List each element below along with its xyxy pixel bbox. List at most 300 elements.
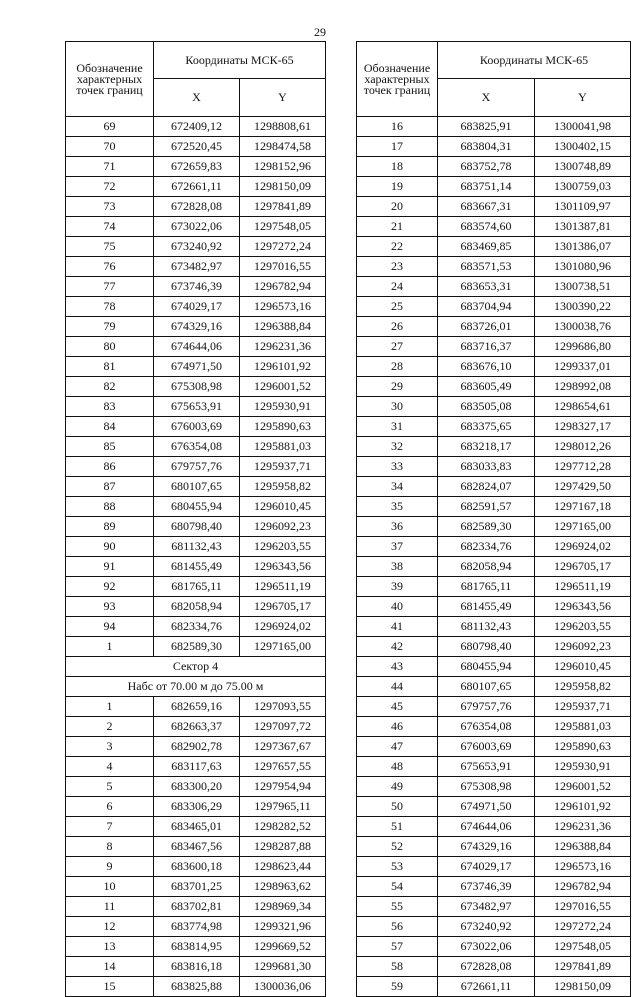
y-coordinate-cell: 1297712,28 (535, 457, 631, 477)
table-row (357, 957, 631, 977)
x-coordinate-cell: 683600,18 (154, 857, 240, 877)
y-coordinate-cell: 1301109,97 (535, 197, 631, 217)
x-coordinate-cell: 681455,49 (154, 557, 240, 577)
x-coordinate-cell: 683751,14 (438, 177, 535, 197)
point-number-cell: 34 (357, 477, 438, 497)
y-coordinate-cell: 1295958,82 (240, 477, 326, 497)
point-number-cell: 43 (357, 657, 438, 677)
y-coordinate-cell: 1297097,72 (240, 717, 326, 737)
y-coordinate-cell: 1296343,56 (240, 557, 326, 577)
y-coordinate-cell: 1298327,17 (535, 417, 631, 437)
point-number-cell: 74 (66, 217, 154, 237)
point-number-cell: 31 (357, 417, 438, 437)
table-row (357, 177, 631, 197)
y-coordinate-cell: 1297272,24 (240, 237, 326, 257)
point-number-cell: 1 (66, 697, 154, 717)
x-coordinate-cell: 680107,65 (154, 477, 240, 497)
x-coordinate-cell: 683716,37 (438, 337, 535, 357)
point-number-cell: 29 (357, 377, 438, 397)
y-coordinate-cell: 1295930,91 (240, 397, 326, 417)
y-coordinate-cell: 1295937,71 (535, 697, 631, 717)
x-coordinate-cell: 683605,49 (438, 377, 535, 397)
point-number-cell: 89 (66, 517, 154, 537)
point-number-cell: 6 (66, 797, 154, 817)
point-number-cell: 76 (66, 257, 154, 277)
table-row (66, 717, 326, 737)
table-row (66, 317, 326, 337)
table-row (66, 297, 326, 317)
y-coordinate-cell: 1299681,30 (240, 957, 326, 977)
point-number-cell: 35 (357, 497, 438, 517)
table-row (357, 257, 631, 277)
x-coordinate-cell: 675308,98 (154, 377, 240, 397)
table-row (66, 137, 326, 157)
table-row (66, 257, 326, 277)
table-row (357, 277, 631, 297)
point-number-cell: 11 (66, 897, 154, 917)
point-number-cell: 90 (66, 537, 154, 557)
x-coordinate-cell: 674329,16 (154, 317, 240, 337)
x-coordinate-cell: 681765,11 (438, 577, 535, 597)
x-coordinate-cell: 683752,78 (438, 157, 535, 177)
x-coordinate-cell: 674971,50 (438, 797, 535, 817)
table-row (66, 597, 326, 617)
x-coordinate-cell: 683574,60 (438, 217, 535, 237)
y-coordinate-cell: 1296203,55 (240, 537, 326, 557)
table-row (357, 817, 631, 837)
point-number-cell: 22 (357, 237, 438, 257)
y-coordinate-cell: 1296924,02 (535, 537, 631, 557)
x-coordinate-cell: 682058,94 (438, 557, 535, 577)
y-coordinate-cell: 1298152,96 (240, 157, 326, 177)
point-number-cell: 20 (357, 197, 438, 217)
table-row (357, 557, 631, 577)
point-number-cell: 70 (66, 137, 154, 157)
y-coordinate-cell: 1296388,84 (535, 837, 631, 857)
x-coordinate-cell: 683701,25 (154, 877, 240, 897)
point-number-cell: 36 (357, 517, 438, 537)
x-coordinate-cell: 675653,91 (438, 757, 535, 777)
y-coordinate-cell: 1296203,55 (535, 617, 631, 637)
x-coordinate-cell: 680798,40 (154, 517, 240, 537)
y-coordinate-cell: 1297965,11 (240, 797, 326, 817)
table-row (357, 937, 631, 957)
x-coordinate-cell: 682659,16 (154, 697, 240, 717)
x-coordinate-cell: 676354,08 (438, 717, 535, 737)
point-number-cell: 15 (66, 977, 154, 997)
y-coordinate-cell: 1298654,61 (535, 397, 631, 417)
x-coordinate-cell: 672661,11 (154, 177, 240, 197)
x-coordinate-cell: 672409,12 (154, 117, 240, 137)
y-coordinate-cell: 1298623,44 (240, 857, 326, 877)
table-row (66, 737, 326, 757)
table-row (66, 337, 326, 357)
point-number-cell: 40 (357, 597, 438, 617)
table-row (66, 697, 326, 717)
x-coordinate-cell: 683469,85 (438, 237, 535, 257)
point-number-cell: 44 (357, 677, 438, 697)
point-number-cell: 17 (357, 137, 438, 157)
section-row (66, 657, 326, 677)
table-row (357, 837, 631, 857)
x-coordinate-cell: 682589,30 (438, 517, 535, 537)
table-row (357, 657, 631, 677)
point-number-cell: 84 (66, 417, 154, 437)
point-number-cell: 3 (66, 737, 154, 757)
y-coordinate-cell: 1296573,16 (240, 297, 326, 317)
table-row (357, 617, 631, 637)
table-row (66, 197, 326, 217)
table-row (66, 977, 326, 997)
y-coordinate-cell: 1298282,52 (240, 817, 326, 837)
x-coordinate-cell: 683667,31 (438, 197, 535, 217)
x-coordinate-cell: 681132,43 (154, 537, 240, 557)
y-coordinate-cell: 1301387,81 (535, 217, 631, 237)
point-number-cell: 85 (66, 437, 154, 457)
point-number-cell: 7 (66, 817, 154, 837)
table-row (357, 917, 631, 937)
y-coordinate-cell: 1295881,03 (240, 437, 326, 457)
x-coordinate-cell: 672828,08 (438, 957, 535, 977)
x-coordinate-cell: 683033,83 (438, 457, 535, 477)
table-row (357, 397, 631, 417)
point-number-cell: 79 (66, 317, 154, 337)
table-row (66, 877, 326, 897)
y-coordinate-cell: 1299686,80 (535, 337, 631, 357)
table-row (66, 757, 326, 777)
x-coordinate-cell: 683726,01 (438, 317, 535, 337)
point-number-cell: 33 (357, 457, 438, 477)
x-coordinate-cell: 673482,97 (438, 897, 535, 917)
y-coordinate-cell: 1296511,19 (240, 577, 326, 597)
table-row (357, 777, 631, 797)
point-number-cell: 72 (66, 177, 154, 197)
y-coordinate-cell: 1296231,36 (535, 817, 631, 837)
point-number-cell: 52 (357, 837, 438, 857)
table-row (357, 577, 631, 597)
table-row (357, 197, 631, 217)
point-number-cell: 19 (357, 177, 438, 197)
point-number-cell: 80 (66, 337, 154, 357)
x-coordinate-cell: 675653,91 (154, 397, 240, 417)
point-number-cell: 45 (357, 697, 438, 717)
table-row (66, 797, 326, 817)
y-column-header: Y (240, 79, 326, 117)
point-number-cell: 77 (66, 277, 154, 297)
x-coordinate-cell: 674644,06 (154, 337, 240, 357)
point-number-cell: 91 (66, 557, 154, 577)
point-column-header: Обозначение характерных точек границ (357, 42, 438, 117)
point-number-cell: 16 (357, 117, 438, 137)
table-row (66, 857, 326, 877)
table-row (357, 237, 631, 257)
x-coordinate-cell: 682058,94 (154, 597, 240, 617)
x-coordinate-cell: 682902,78 (154, 737, 240, 757)
table-row (357, 757, 631, 777)
x-coordinate-cell: 681132,43 (438, 617, 535, 637)
table-row (357, 437, 631, 457)
y-coordinate-cell: 1297093,55 (240, 697, 326, 717)
y-coordinate-cell: 1296343,56 (535, 597, 631, 617)
point-number-cell: 25 (357, 297, 438, 317)
table-row (66, 177, 326, 197)
x-coordinate-cell: 683218,17 (438, 437, 535, 457)
y-coordinate-cell: 1296388,84 (240, 317, 326, 337)
point-number-cell: 58 (357, 957, 438, 977)
x-coordinate-cell: 674644,06 (438, 817, 535, 837)
x-coordinate-cell: 683774,98 (154, 917, 240, 937)
point-number-cell: 18 (357, 157, 438, 177)
x-coordinate-cell: 680798,40 (438, 637, 535, 657)
table-row (66, 417, 326, 437)
x-coordinate-cell: 683117,63 (154, 757, 240, 777)
table-row (66, 897, 326, 917)
point-number-cell: 78 (66, 297, 154, 317)
point-number-cell: 57 (357, 937, 438, 957)
point-number-cell: 38 (357, 557, 438, 577)
table-row (357, 117, 631, 137)
x-coordinate-cell: 673022,06 (154, 217, 240, 237)
x-coordinate-cell: 683704,94 (438, 297, 535, 317)
point-number-cell: 71 (66, 157, 154, 177)
y-coordinate-cell: 1298474,58 (240, 137, 326, 157)
table-row (66, 457, 326, 477)
y-coordinate-cell: 1295937,71 (240, 457, 326, 477)
y-coordinate-cell: 1299669,52 (240, 937, 326, 957)
point-number-cell: 37 (357, 537, 438, 557)
y-coordinate-cell: 1295890,63 (240, 417, 326, 437)
y-coordinate-cell: 1300390,22 (535, 297, 631, 317)
y-coordinate-cell: 1295958,82 (535, 677, 631, 697)
section-row (66, 677, 326, 697)
point-column-header: Обозначение характерных точек границ (66, 42, 154, 117)
x-coordinate-cell: 674029,17 (438, 857, 535, 877)
y-coordinate-cell: 1298808,61 (240, 117, 326, 137)
x-coordinate-cell: 672659,83 (154, 157, 240, 177)
x-coordinate-cell: 683465,01 (154, 817, 240, 837)
table-row (66, 237, 326, 257)
x-coordinate-cell: 679757,76 (438, 697, 535, 717)
x-coordinate-cell: 683300,20 (154, 777, 240, 797)
y-coordinate-cell: 1299337,01 (535, 357, 631, 377)
y-coordinate-cell: 1296705,17 (535, 557, 631, 577)
point-number-cell: 10 (66, 877, 154, 897)
y-coordinate-cell: 1298150,09 (240, 177, 326, 197)
table-row (357, 357, 631, 377)
y-coordinate-cell: 1298150,09 (535, 977, 631, 997)
y-coordinate-cell: 1300738,51 (535, 277, 631, 297)
y-coordinate-cell: 1299321,96 (240, 917, 326, 937)
point-number-cell: 82 (66, 377, 154, 397)
point-number-cell: 92 (66, 577, 154, 597)
y-coordinate-cell: 1296231,36 (240, 337, 326, 357)
table-header (357, 42, 631, 117)
point-number-cell: 87 (66, 477, 154, 497)
point-number-cell: 4 (66, 757, 154, 777)
y-coordinate-cell: 1296101,92 (535, 797, 631, 817)
x-coordinate-cell: 683375,65 (438, 417, 535, 437)
x-coordinate-cell: 673746,39 (154, 277, 240, 297)
x-coordinate-cell: 680455,94 (438, 657, 535, 677)
x-coordinate-cell: 674329,16 (438, 837, 535, 857)
x-coordinate-cell: 674029,17 (154, 297, 240, 317)
point-number-cell: 32 (357, 437, 438, 457)
point-number-cell: 53 (357, 857, 438, 877)
y-coordinate-cell: 1297272,24 (535, 917, 631, 937)
x-coordinate-cell: 682334,76 (154, 617, 240, 637)
point-number-cell: 51 (357, 817, 438, 837)
table-row (66, 117, 326, 137)
x-column-header: X (154, 79, 240, 117)
y-column-header: Y (535, 79, 631, 117)
point-number-cell: 27 (357, 337, 438, 357)
point-number-cell: 1 (66, 637, 154, 657)
y-coordinate-cell: 1296001,52 (535, 777, 631, 797)
point-number-cell: 94 (66, 617, 154, 637)
y-coordinate-cell: 1297167,18 (535, 497, 631, 517)
x-coordinate-cell: 683825,88 (154, 977, 240, 997)
table-row (66, 397, 326, 417)
y-coordinate-cell: 1296573,16 (535, 857, 631, 877)
y-coordinate-cell: 1297016,55 (535, 897, 631, 917)
table-row (357, 977, 631, 997)
x-coordinate-cell: 683814,95 (154, 937, 240, 957)
point-number-cell: 48 (357, 757, 438, 777)
y-coordinate-cell: 1300759,03 (535, 177, 631, 197)
x-coordinate-cell: 682589,30 (154, 637, 240, 657)
point-number-cell: 42 (357, 637, 438, 657)
x-coordinate-cell: 676003,69 (154, 417, 240, 437)
point-number-cell: 2 (66, 717, 154, 737)
x-coordinate-cell: 683676,10 (438, 357, 535, 377)
y-coordinate-cell: 1296782,94 (535, 877, 631, 897)
table-row (357, 497, 631, 517)
table-row (66, 517, 326, 537)
x-coordinate-cell: 683804,31 (438, 137, 535, 157)
x-coordinate-cell: 683571,53 (438, 257, 535, 277)
coords-group-label: Координаты МСК-65 (479, 52, 589, 67)
x-coordinate-cell: 682591,57 (438, 497, 535, 517)
coordinates-table-right (356, 41, 631, 997)
table-row (357, 877, 631, 897)
y-coordinate-cell: 1298969,34 (240, 897, 326, 917)
y-coordinate-cell: 1300748,89 (535, 157, 631, 177)
y-coordinate-cell: 1301080,96 (535, 257, 631, 277)
coords-group-header (154, 42, 326, 79)
table-row (66, 537, 326, 557)
point-number-cell: 9 (66, 857, 154, 877)
y-coordinate-cell: 1298992,08 (535, 377, 631, 397)
point-number-cell: 75 (66, 237, 154, 257)
table-row (357, 677, 631, 697)
table-body (66, 117, 326, 997)
y-coordinate-cell: 1297165,00 (240, 637, 326, 657)
x-coordinate-cell: 682663,37 (154, 717, 240, 737)
y-coordinate-cell: 1296782,94 (240, 277, 326, 297)
x-coordinate-cell: 683653,31 (438, 277, 535, 297)
y-coordinate-cell: 1296010,45 (240, 497, 326, 517)
x-coordinate-cell: 679757,76 (154, 457, 240, 477)
x-coordinate-cell: 683505,08 (438, 397, 535, 417)
x-coordinate-cell: 683816,18 (154, 957, 240, 977)
y-coordinate-cell: 1297657,55 (240, 757, 326, 777)
table-row (66, 817, 326, 837)
table-row (357, 517, 631, 537)
table-row (66, 937, 326, 957)
x-coordinate-cell: 681765,11 (154, 577, 240, 597)
y-coordinate-cell: 1300038,76 (535, 317, 631, 337)
point-number-cell: 5 (66, 777, 154, 797)
point-number-cell: 50 (357, 797, 438, 817)
point-number-cell: 21 (357, 217, 438, 237)
y-coordinate-cell: 1298963,62 (240, 877, 326, 897)
x-coordinate-cell: 673240,92 (154, 237, 240, 257)
y-coordinate-cell: 1298012,26 (535, 437, 631, 457)
table-row (66, 557, 326, 577)
table-body (357, 117, 631, 997)
point-number-cell: 49 (357, 777, 438, 797)
x-coordinate-cell: 672828,08 (154, 197, 240, 217)
point-number-cell: 46 (357, 717, 438, 737)
table-row (357, 717, 631, 737)
y-coordinate-cell: 1295930,91 (535, 757, 631, 777)
y-coordinate-cell: 1301386,07 (535, 237, 631, 257)
point-number-cell: 30 (357, 397, 438, 417)
x-coordinate-cell: 676003,69 (438, 737, 535, 757)
x-coordinate-cell: 672520,45 (154, 137, 240, 157)
page-number: 29 (314, 25, 326, 39)
table-row (357, 797, 631, 817)
table-row (357, 477, 631, 497)
point-number-cell: 12 (66, 917, 154, 937)
x-coordinate-cell: 673482,97 (154, 257, 240, 277)
table-row (66, 637, 326, 657)
point-number-cell: 88 (66, 497, 154, 517)
point-number-cell: 55 (357, 897, 438, 917)
point-number-cell: 73 (66, 197, 154, 217)
x-coordinate-cell: 681455,49 (438, 597, 535, 617)
x-coordinate-cell: 683702,81 (154, 897, 240, 917)
x-coordinate-cell: 676354,08 (154, 437, 240, 457)
table-row (357, 317, 631, 337)
y-coordinate-cell: 1297367,67 (240, 737, 326, 757)
x-coordinate-cell: 683467,56 (154, 837, 240, 857)
point-number-cell: 54 (357, 877, 438, 897)
y-coordinate-cell: 1296001,52 (240, 377, 326, 397)
point-number-cell: 13 (66, 937, 154, 957)
table-row (66, 777, 326, 797)
x-coordinate-cell: 682334,76 (438, 537, 535, 557)
coords-group-label: Координаты МСК-65 (185, 52, 294, 67)
y-coordinate-cell: 1296511,19 (535, 577, 631, 597)
table-header (66, 42, 326, 117)
table-row (66, 837, 326, 857)
table-row (357, 597, 631, 617)
x-coordinate-cell: 673240,92 (438, 917, 535, 937)
table-row (357, 377, 631, 397)
coords-group-header (438, 42, 631, 79)
y-coordinate-cell: 1297548,05 (240, 217, 326, 237)
table-row (66, 577, 326, 597)
table-row (357, 297, 631, 317)
table-row (66, 957, 326, 977)
y-coordinate-cell: 1295890,63 (535, 737, 631, 757)
point-number-cell: 56 (357, 917, 438, 937)
table-row (66, 277, 326, 297)
table-row (357, 337, 631, 357)
point-number-cell: 28 (357, 357, 438, 377)
table-row (66, 357, 326, 377)
